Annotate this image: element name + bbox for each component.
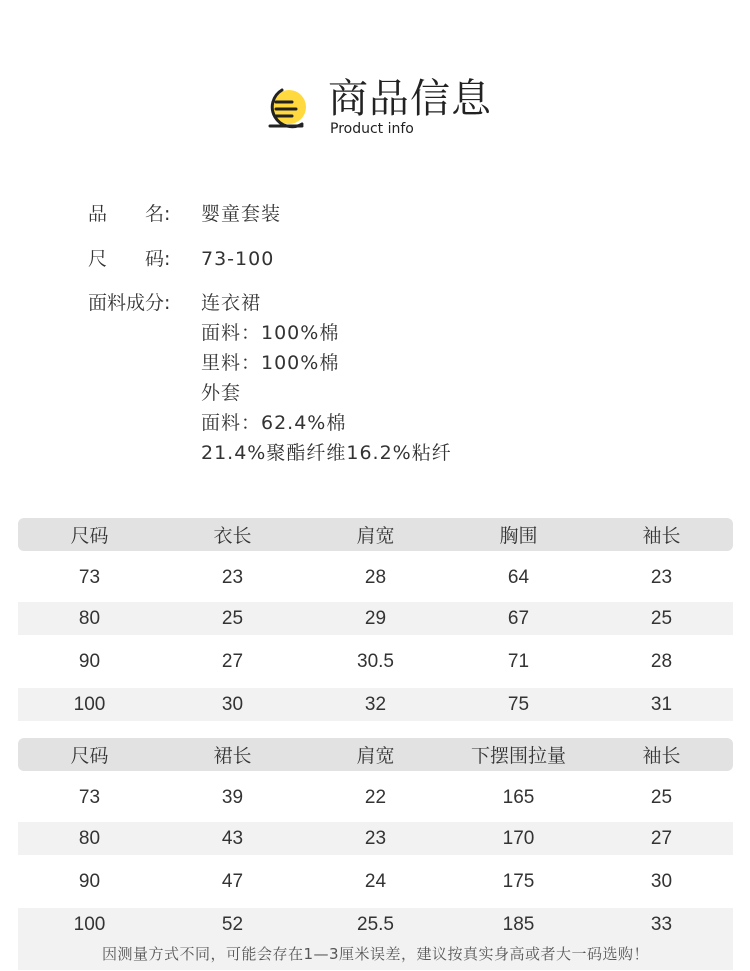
header-cell: 袖长 [642,746,681,767]
table-cell: 25 [650,607,673,629]
table-cell: 90 [78,870,101,892]
fabric-line: 外套 [201,382,242,404]
table-cell: 30 [221,693,244,715]
table-cell: 43 [221,827,244,849]
table-cell: 90 [78,650,101,672]
size-label: 尺 码: [88,248,171,270]
table-cell: 75 [507,693,530,715]
table-cell: 27 [650,827,673,849]
table-cell: 28 [650,650,673,672]
document-lines-icon [262,86,312,132]
table-row [18,781,733,814]
table-cell: 29 [364,607,387,629]
page-subtitle: Product info [330,121,414,137]
size-table-outfit [18,518,733,721]
table-cell: 25.5 [357,913,394,935]
table-cell: 47 [221,870,244,892]
table-cell: 80 [78,607,101,629]
table-cell: 170 [502,827,535,849]
table-cell: 33 [650,913,673,935]
name-label: 品 名: [88,203,171,225]
table-cell: 80 [78,827,101,849]
table-row [18,822,733,855]
header-cell: 胸围 [499,526,538,547]
header-cell: 袖长 [642,526,681,547]
section-header [262,74,522,144]
table-cell: 30.5 [357,650,394,672]
measurement-notice: 因测量方式不同，可能会存在1—3厘米误差，建议按真实身高或者大一码选购！ [18,938,733,970]
header-cell: 衣长 [213,526,252,547]
table-cell: 25 [650,786,673,808]
table-cell: 39 [221,786,244,808]
table-row [18,561,733,594]
table-header-row [18,738,733,771]
header-cell: 尺码 [70,746,109,767]
header-cell: 尺码 [70,526,109,547]
header-cell: 肩宽 [356,526,395,547]
name-value: 婴童套装 [201,203,282,225]
page-title: 商品信息 [328,76,492,122]
table-row [18,908,733,941]
size-table-dress [18,738,733,941]
header-cell: 下摆围拉量 [470,746,566,767]
table-cell: 22 [364,786,387,808]
table-cell: 23 [650,566,673,588]
fabric-label: 面料成分: [88,292,171,314]
size-value: 73-100 [201,248,275,270]
table-cell: 71 [507,650,530,672]
fabric-line: 面料：62.4%棉 [201,412,347,434]
fabric-line: 面料：100%棉 [201,322,340,344]
table-cell: 23 [221,566,244,588]
fabric-line: 连衣裙 [201,292,262,314]
table-row [18,645,733,678]
table-row [18,688,733,721]
table-cell: 100 [73,693,106,715]
table-cell: 25 [221,607,244,629]
table-cell: 31 [650,693,673,715]
table-cell: 30 [650,870,673,892]
fabric-line: 21.4%聚酯纤维16.2%粘纤 [201,442,452,464]
table-cell: 175 [502,870,535,892]
table-cell: 67 [507,607,530,629]
table-cell: 73 [78,566,101,588]
table-cell: 28 [364,566,387,588]
header-cell: 肩宽 [356,746,395,767]
table-cell: 165 [502,786,535,808]
table-row [18,865,733,898]
table-cell: 23 [364,827,387,849]
fabric-line: 里料：100%棉 [201,352,340,374]
table-cell: 27 [221,650,244,672]
header-cell: 裙长 [213,746,252,767]
table-row [18,602,733,635]
table-cell: 64 [507,566,530,588]
table-cell: 52 [221,913,244,935]
table-header-row [18,518,733,551]
table-cell: 73 [78,786,101,808]
table-cell: 185 [502,913,535,935]
table-cell: 100 [73,913,106,935]
table-cell: 32 [364,693,387,715]
table-cell: 24 [364,870,387,892]
